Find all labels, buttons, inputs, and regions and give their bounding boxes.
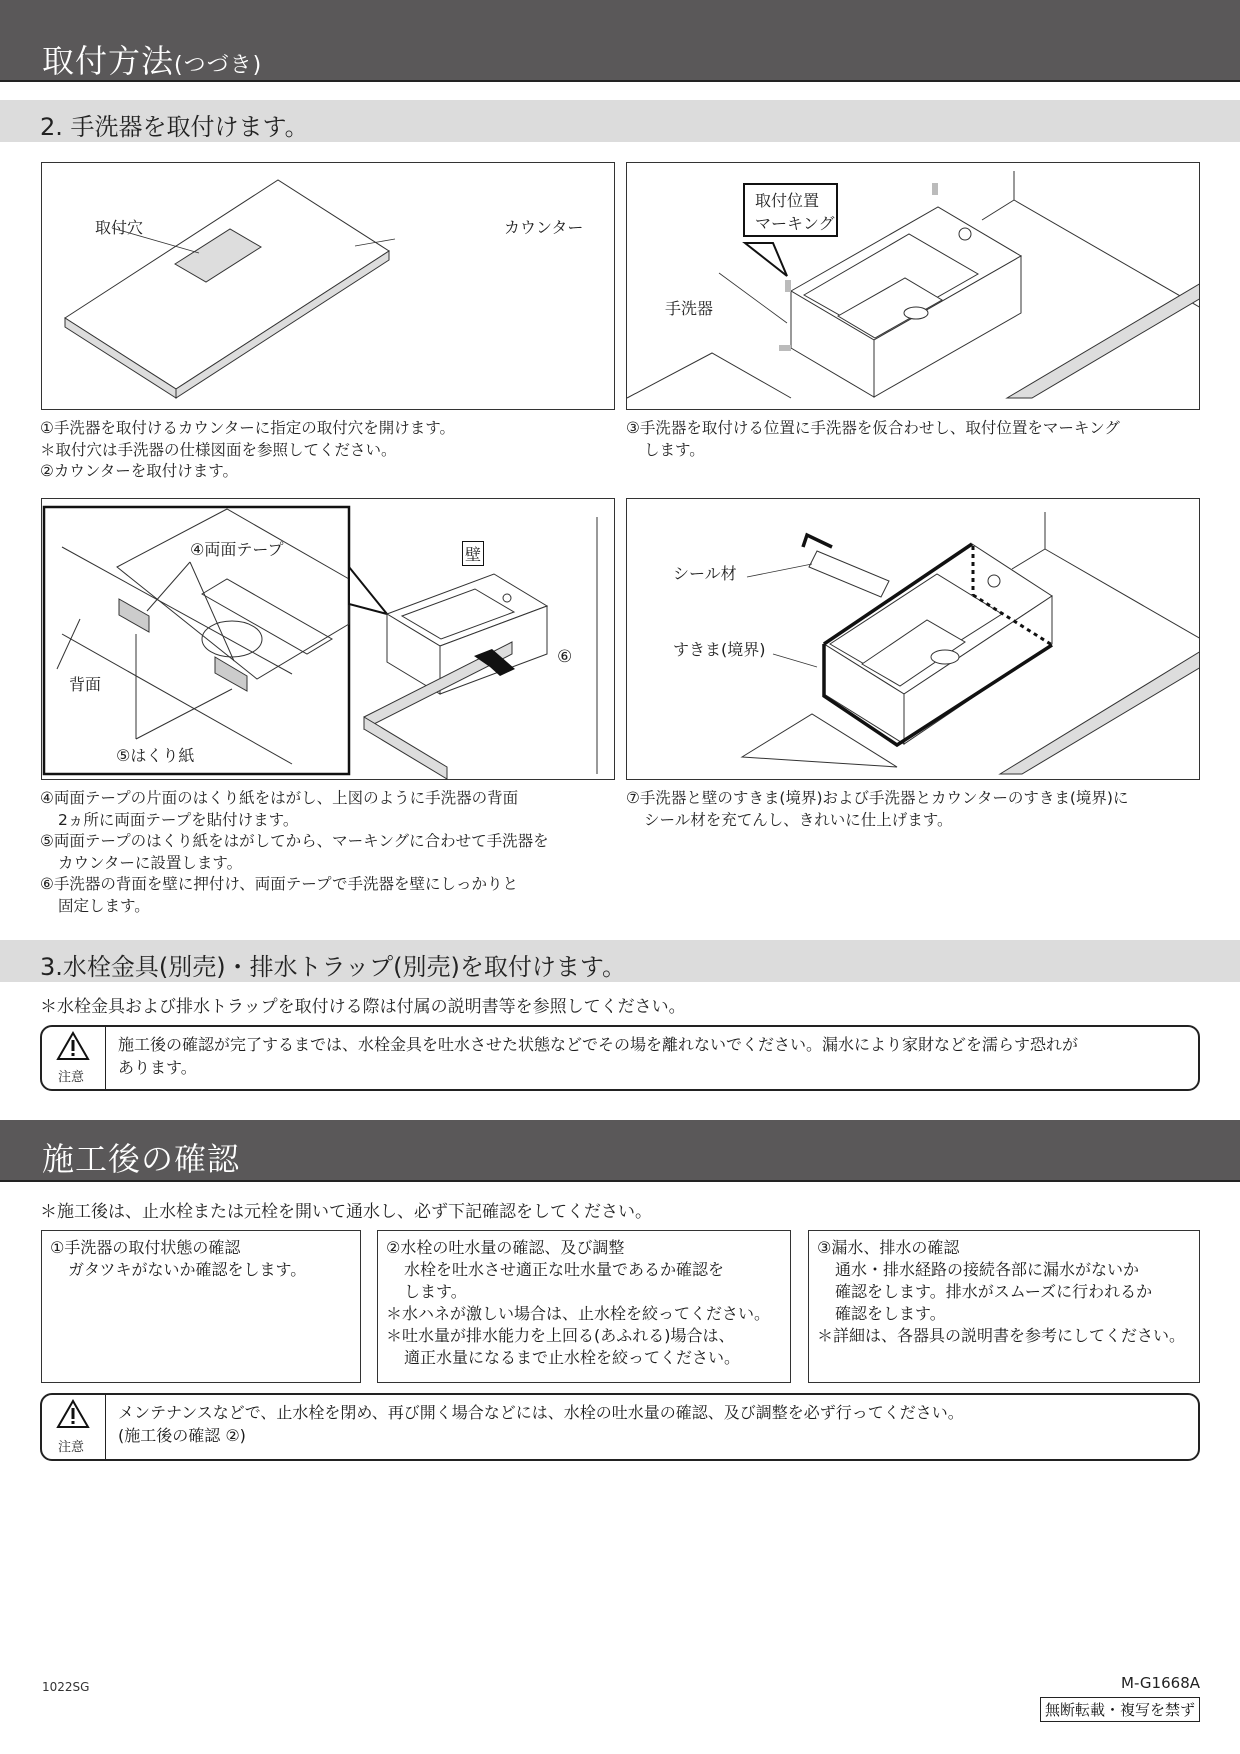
label-marking-line2: マーキング (755, 214, 835, 233)
caption-line: ④両面テープの片面のはくり紙をはがし、上図のように手洗器の背面 (40, 789, 519, 807)
caption-steps-1-2 (40, 418, 455, 483)
section-3-header (0, 940, 1240, 982)
caution-box-maintenance (40, 1393, 1200, 1461)
caution-line: あります。 (118, 1058, 197, 1077)
check-line: ③漏水、排水の確認 (817, 1238, 960, 1257)
section-2-title: 2. 手洗器を取付けます。 (40, 113, 309, 141)
page-header (0, 0, 1240, 82)
figure-sealant (626, 498, 1200, 780)
page-title-suffix: (つづき) (174, 53, 263, 78)
check-line: 確認をします。排水がスムーズに行われるか (835, 1282, 1153, 1301)
page-title-text: 取付方法 (42, 42, 175, 80)
caution-line: メンテナンスなどで、止水栓を閉め、再び開く場合などには、水栓の吐水量の確認、及び調整を必ず行ってください。 (118, 1403, 964, 1422)
check-line: 適正水量になるまで止水栓を絞ってください。 (404, 1348, 741, 1367)
caution-box-faucet (40, 1025, 1200, 1091)
caution-text (118, 1401, 964, 1447)
caption-line: 固定します。 (58, 896, 150, 915)
caution-label: 注意 (58, 1440, 85, 1455)
caption-line: ⑤両面テープのはくり紙をはがしてから、マーキングに合わせて手洗器を (40, 832, 549, 850)
label-mounting-hole: 取付穴 (95, 218, 144, 237)
check-line: ＊詳細は、各器具の説明書を参考にしてください。 (817, 1326, 1186, 1345)
check-line: ＊水ハネが激しい場合は、止水栓を絞ってください。 (386, 1304, 771, 1323)
check-line: ②水栓の吐水量の確認、及び調整 (386, 1238, 625, 1257)
section-3-title: 3.水栓金具(別売)・排水トラップ(別売)を取付けます。 (40, 953, 626, 981)
check-line: 確認をします。 (835, 1304, 946, 1323)
caption-steps-4-6 (40, 788, 549, 917)
label-wall: 壁 (462, 541, 484, 566)
warning-triangle-icon (56, 1031, 90, 1061)
figure-marking (626, 162, 1200, 410)
check-line: 水栓を吐水させ適正な吐水量であるか確認を (404, 1260, 725, 1279)
check-line: ＊吐水量が排水能力を上回る(あふれる)場合は、 (386, 1326, 735, 1345)
check-line: 通水・排水経路の接続各部に漏水がないか (835, 1260, 1140, 1279)
caption-line: カウンターに設置します。 (58, 853, 243, 872)
caution-line: (施工後の確認 ②) (118, 1426, 246, 1445)
footer-code: 1022SG (42, 1680, 90, 1694)
label-sealant: シール材 (673, 564, 737, 583)
caption-line: ①手洗器を取付けるカウンターに指定の取付穴を開けます。 (40, 419, 456, 437)
label-gap-boundary: すきま(境界) (673, 640, 766, 659)
page-title (42, 36, 262, 82)
caution-line: 施工後の確認が完了するまでは、水栓金具を吐水させた状態などでその場を離れないでください。漏水により家財などを濡らす恐れが (118, 1035, 1079, 1054)
caption-line: ⑥手洗器の背面を壁に押付け、両面テープで手洗器を壁にしっかりと (40, 875, 518, 893)
label-push-step: ⑥ (557, 647, 573, 667)
check-line: します。 (404, 1282, 467, 1301)
check-box-water-flow (377, 1230, 791, 1383)
label-release-paper: ⑤はくり紙 (116, 746, 195, 765)
label-double-sided-tape: ④両面テープ (190, 540, 284, 559)
section-2-header (0, 100, 1240, 142)
caption-line: ＊取付穴は手洗器の仕様図面を参照してください。 (40, 440, 397, 459)
caption-step-7 (626, 788, 1128, 831)
caption-line: ③手洗器を取付ける位置に手洗器を仮合わせし、取付位置をマーキング (626, 419, 1120, 437)
post-check-title: 施工後の確認 (42, 1140, 241, 1178)
marking-illustration (627, 163, 1200, 410)
check-box-installation (41, 1230, 361, 1383)
figure-tape (41, 498, 615, 780)
check-box-leak (808, 1230, 1200, 1383)
counter-illustration (42, 163, 615, 410)
caption-line: シール材を充てんし、きれいに仕上げます。 (644, 810, 953, 829)
label-back-face: 背面 (69, 675, 102, 694)
copyright-stamp: 無断転載・複写を禁ず (1040, 1697, 1200, 1722)
caution-icon-cell (42, 1027, 106, 1089)
caution-icon-cell (42, 1395, 106, 1459)
caption-line: 2ヵ所に両面テープを貼付けます。 (58, 810, 299, 829)
marking-callout (743, 183, 838, 237)
caption-line: します。 (644, 440, 705, 459)
check-line: ガタツキがないか確認をします。 (68, 1260, 307, 1279)
caption-line: ⑦手洗器と壁のすきま(境界)および手洗器とカウンターのすきま(境界)に (626, 789, 1129, 807)
post-check-note: ＊施工後は、止水栓または元栓を開いて通水し、必ず下記確認をしてください。 (40, 1202, 652, 1222)
caution-text (118, 1033, 1078, 1079)
warning-triangle-icon (56, 1399, 90, 1429)
caption-line: ②カウンターを取付けます。 (40, 462, 239, 480)
figure-counter-hole (41, 162, 615, 410)
caution-label: 注意 (58, 1070, 85, 1085)
caption-step-3 (626, 418, 1120, 461)
label-counter: カウンター (504, 218, 584, 237)
check-line: ①手洗器の取付状態の確認 (50, 1238, 241, 1257)
document-number: M-G1668A (1121, 1674, 1200, 1692)
section-3-note: ＊水栓金具および排水トラップを取付ける際は付属の説明書等を参照してください。 (40, 997, 686, 1017)
post-check-header (0, 1120, 1240, 1182)
label-marking-line1: 取付位置 (755, 191, 820, 210)
label-basin: 手洗器 (665, 299, 714, 318)
tape-illustration (42, 499, 615, 780)
